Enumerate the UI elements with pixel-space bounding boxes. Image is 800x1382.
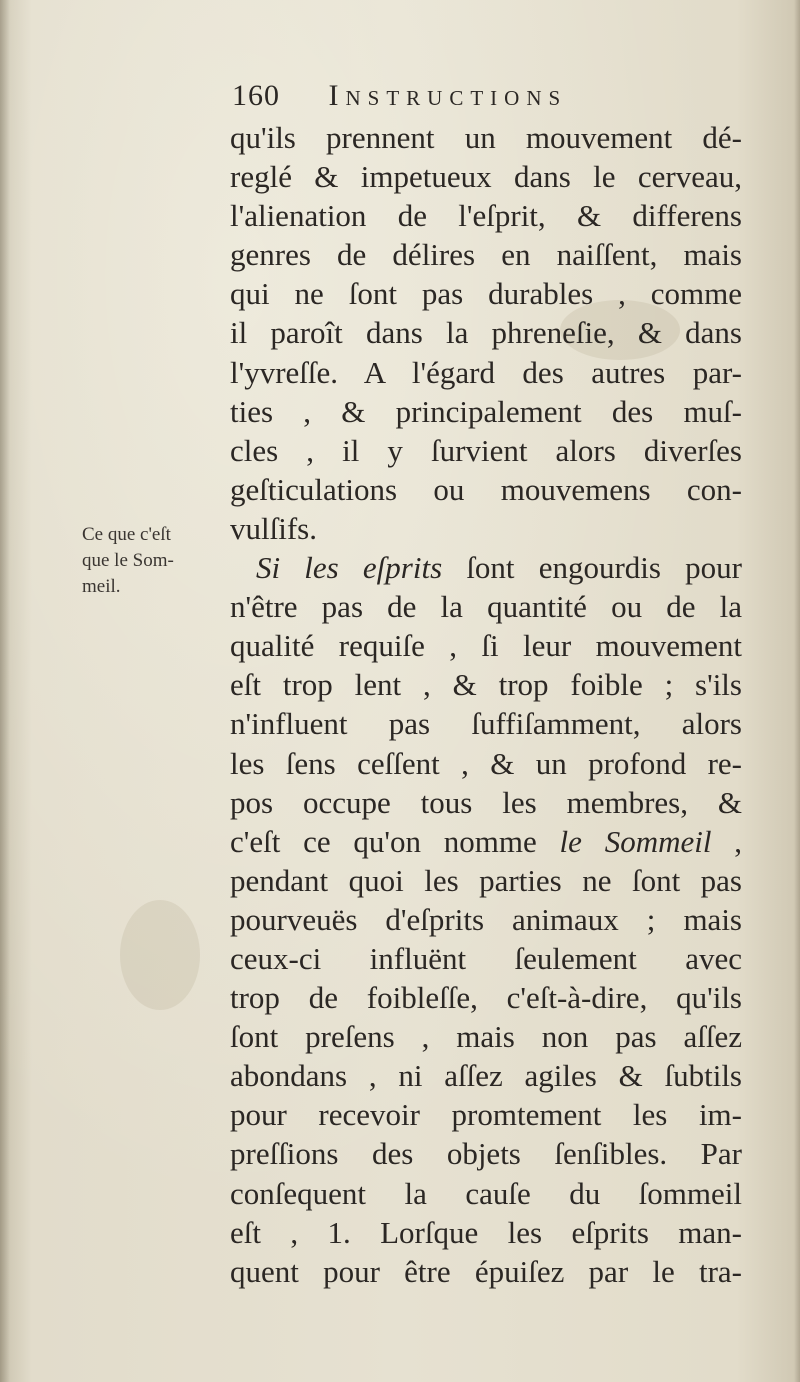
text-run: , [711,823,742,859]
margin-note [82,522,232,600]
text-line: pendant quoi les parties ne ſont pas [230,862,742,898]
text-line: qualité requiſe , ſi leur mouvement [230,628,742,664]
text-line: quent pour être épuiſez par le tra- [230,1253,742,1289]
text-line: vulſifs. [230,510,317,546]
page-edge-shadow [794,0,800,1382]
text-line: abondans , ni aſſez agiles & ſubtils [230,1058,742,1094]
text-line: n'être pas de la quantité ou de la [230,589,742,625]
text-line: ties , & principalement des muſ- [230,393,742,429]
running-head: Instructions [328,79,568,112]
italic-phrase: Si les eſprits [256,550,443,586]
margin-note-line: meil. [82,576,121,597]
spine-shadow [0,0,10,1382]
text-line: genres de délires en naiſſent, mais [230,237,742,273]
text-line: il paroît dans la phreneſie, & dans [230,315,742,351]
page-number: 160 [232,79,280,112]
text-line [230,548,742,587]
text-line: reglé & impetueux dans le cerveau, [230,159,742,195]
text-line: les ſens ceſſent , & un profond re- [230,745,742,781]
line-group [230,861,742,1291]
text-line: l'alienation de l'eſprit, & differens [230,198,742,234]
text-line: pourveuës d'eſprits animaux ; mais [230,901,742,937]
text-run: c'eſt ce qu'on nomme [230,823,560,859]
text-line: pos occupe tous les membres, & [230,784,742,820]
text-line: eſt , 1. Lorſque les eſprits man- [230,1214,742,1250]
text-line: preſſions des objets ſenſibles. Par [230,1136,742,1172]
text-line: l'yvreſſe. A l'égard des autres par- [230,354,742,390]
text-line: ſont preſens , mais non pas aſſez [230,1019,742,1055]
text-line: qui ne ſont pas durables , comme [230,276,742,312]
text-line: pour recevoir promtement les im- [230,1097,742,1133]
text-line: ceux-ci influënt ſeulement avec [230,940,742,976]
line-group [230,587,742,822]
italic-term: le Sommeil [559,823,712,859]
text-line: eſt trop lent , & trop foible ; s'ils [230,667,742,703]
text-run: ſont engourdis pour [442,550,742,586]
paragraph-2 [230,548,742,1291]
text-line: n'influent pas ſuffiſamment, alors [230,706,742,742]
main-text [230,118,742,1291]
paper-stain [120,900,200,1010]
margin-note-line: que le Som- [82,550,174,571]
text-line: cles , il y ſurvient alors diverſes [230,432,742,468]
page-header [232,74,652,118]
text-line: qu'ils prennent un mouvement dé- [230,120,742,155]
paragraph-1 [230,118,742,548]
text-line: conſequent la cauſe du ſommeil [230,1175,742,1211]
text-line [230,822,742,861]
text-line: trop de foibleſſe, c'eſt-à-dire, qu'ils [230,980,742,1016]
text-line: geſticulations ou mouvemens con- [230,471,742,507]
margin-note-line: Ce que c'eſt [82,524,171,545]
